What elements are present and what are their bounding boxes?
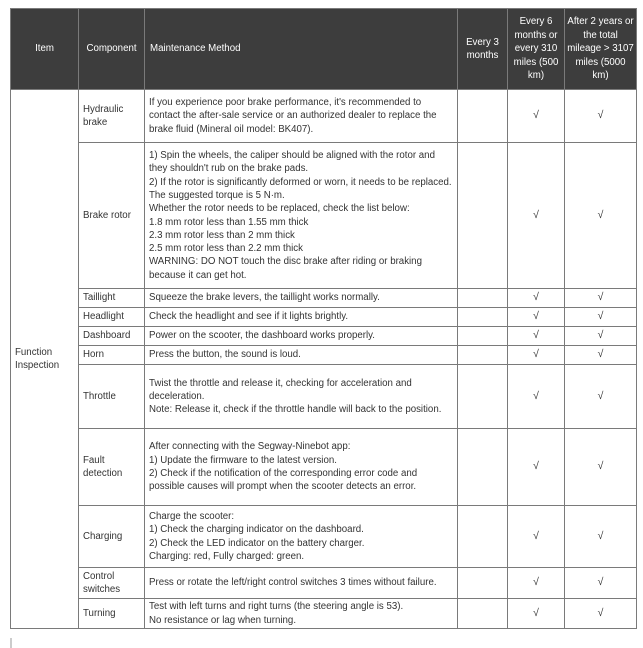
check-cell-every6: √	[508, 346, 565, 365]
component-cell: Fault detection	[79, 429, 145, 506]
maintenance-method-cell	[145, 365, 458, 429]
check-cell-after2: √	[565, 429, 637, 506]
maintenance-method-cell	[145, 327, 458, 346]
table-row	[11, 289, 637, 308]
check-cell-after2: √	[565, 143, 637, 289]
check-cell-after2: √	[565, 506, 637, 568]
check-cell-every6: √	[508, 599, 565, 629]
page-edge-mark	[10, 638, 12, 648]
maintenance-method-cell	[145, 506, 458, 568]
maintenance-method-cell	[145, 90, 458, 143]
component-cell: Control switches	[79, 568, 145, 599]
check-cell-every3	[458, 599, 508, 629]
method-line: No resistance or lag when turning.	[149, 614, 297, 626]
check-cell-every6: √	[508, 429, 565, 506]
table-row	[11, 143, 637, 289]
header-every-6-months: Every 6 months or every 310 miles (500 km)	[508, 9, 565, 90]
method-line: If you experience poor brake performance, it's recommended to contact the after-sale service or an authorized dealer to replace the brake fluid (Mineral oil model: BK407).	[149, 97, 437, 135]
check-cell-every3	[458, 365, 508, 429]
component-cell: Taillight	[79, 289, 145, 308]
method-line: Power on the scooter, the dashboard works properly.	[149, 330, 375, 342]
item-cell: Function Inspection	[11, 90, 79, 629]
table-row	[11, 327, 637, 346]
maintenance-method-cell	[145, 289, 458, 308]
method-line: Charge the scooter:	[149, 510, 235, 522]
method-line: 1) Check the charging indicator on the dashboard.	[149, 524, 364, 536]
component-cell: Charging	[79, 506, 145, 568]
table-row	[11, 568, 637, 599]
method-line: Charging: red, Fully charged: green.	[149, 550, 305, 562]
header-component: Component	[79, 9, 145, 90]
component-cell: Brake rotor	[79, 143, 145, 289]
method-line: Whether the rotor needs to be replaced, check the list below:	[149, 203, 410, 215]
method-line: Test with left turns and right turns (the steering angle is 53).	[149, 601, 404, 613]
check-cell-every3	[458, 429, 508, 506]
check-cell-after2: √	[565, 308, 637, 327]
method-line: 2) If the rotor is significantly deformed or worn, it needs to be replaced. The suggested torque is 5 N·m.	[149, 176, 452, 201]
component-cell: Turning	[79, 599, 145, 629]
header-item: Item	[11, 9, 79, 90]
component-cell: Dashboard	[79, 327, 145, 346]
check-cell-after2: √	[565, 327, 637, 346]
table-row	[11, 346, 637, 365]
method-line: 2) Check the LED indicator on the battery charger.	[149, 537, 365, 549]
check-cell-every3	[458, 346, 508, 365]
check-cell-every3	[458, 327, 508, 346]
maintenance-method-cell	[145, 308, 458, 327]
method-line: 2.5 mm rotor less than 2.2 mm thick	[149, 243, 303, 255]
check-cell-every3	[458, 143, 508, 289]
check-cell-every3	[458, 568, 508, 599]
method-line: WARNING: DO NOT touch the disc brake after riding or braking because it can get hot.	[149, 256, 422, 281]
method-line: Squeeze the brake levers, the taillight works normally.	[149, 292, 380, 304]
check-cell-after2: √	[565, 365, 637, 429]
component-cell: Throttle	[79, 365, 145, 429]
header-every-3-months: Every 3 months	[458, 9, 508, 90]
check-cell-every6: √	[508, 289, 565, 308]
method-line: Check the headlight and see if it lights brightly.	[149, 311, 349, 323]
maintenance-table-wrapper	[10, 8, 637, 629]
method-line: 1) Spin the wheels, the caliper should be aligned with the rotor and they shouldn't rub on the brake pads.	[149, 150, 435, 175]
method-line: Twist the throttle and release it, checking for acceleration and deceleration.	[149, 377, 412, 402]
check-cell-every6: √	[508, 90, 565, 143]
maintenance-method-cell	[145, 568, 458, 599]
check-cell-every3	[458, 308, 508, 327]
method-line: Press the button, the sound is loud.	[149, 349, 301, 361]
component-cell: Hydraulic brake	[79, 90, 145, 143]
check-cell-every6: √	[508, 365, 565, 429]
check-cell-every6: √	[508, 308, 565, 327]
check-cell-after2: √	[565, 599, 637, 629]
check-cell-every3	[458, 289, 508, 308]
header-maintenance-method: Maintenance Method	[145, 9, 458, 90]
check-cell-after2: √	[565, 90, 637, 143]
method-line: Note: Release it, check if the throttle handle will back to the position.	[149, 404, 442, 416]
table-row	[11, 365, 637, 429]
component-cell: Headlight	[79, 308, 145, 327]
maintenance-method-cell	[145, 346, 458, 365]
method-line: After connecting with the Segway-Ninebot app:	[149, 441, 351, 453]
component-cell: Horn	[79, 346, 145, 365]
method-line: 2.3 mm rotor less than 2 mm thick	[149, 229, 295, 241]
table-row	[11, 599, 637, 629]
table-row	[11, 429, 637, 506]
check-cell-every3	[458, 506, 508, 568]
check-cell-every6: √	[508, 506, 565, 568]
table-row	[11, 90, 637, 143]
header-after-2-years: After 2 years or the total mileage > 3107 miles (5000 km)	[565, 9, 637, 90]
maintenance-table	[10, 8, 637, 629]
method-line: 1.8 mm rotor less than 1.55 mm thick	[149, 216, 309, 228]
maintenance-method-cell	[145, 143, 458, 289]
check-cell-every3	[458, 90, 508, 143]
maintenance-method-cell	[145, 599, 458, 629]
check-cell-after2: √	[565, 346, 637, 365]
check-cell-every6: √	[508, 143, 565, 289]
check-cell-every6: √	[508, 327, 565, 346]
header-row	[11, 9, 637, 90]
method-line: Press or rotate the left/right control switches 3 times without failure.	[149, 577, 437, 589]
table-row	[11, 506, 637, 568]
check-cell-every6: √	[508, 568, 565, 599]
method-line: 2) Check if the notification of the corresponding error code and possible causes will prompt when the scooter detects an error.	[149, 468, 418, 493]
table-row	[11, 308, 637, 327]
method-line: 1) Update the firmware to the latest version.	[149, 454, 337, 466]
check-cell-after2: √	[565, 568, 637, 599]
maintenance-method-cell	[145, 429, 458, 506]
check-cell-after2: √	[565, 289, 637, 308]
table-body	[11, 90, 637, 629]
